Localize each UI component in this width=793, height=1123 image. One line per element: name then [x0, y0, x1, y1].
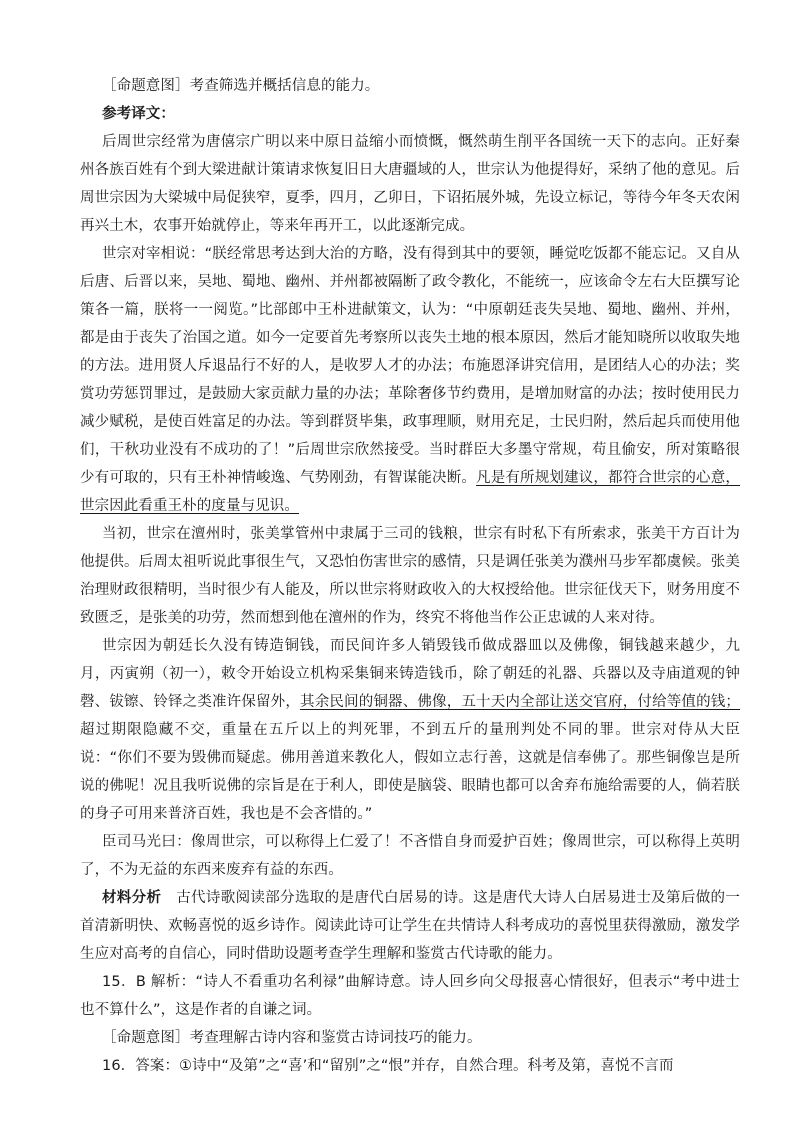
- material-text: 古代诗歌阅读部分选取的是唐代白居易的诗。这是唐代大诗人白居易进士及第后做的一首清新明快、欢畅喜悦的返乡诗作。阅读此诗可让学生在共情诗人科考成功的喜悦里获得激励，激发学生应对高考的自信心，同时借助设题考查学生理解和鉴赏古代诗歌的能力。: [80, 890, 740, 962]
- underlined-sentence: 凡是有所规划建议，都符合世宗的心意，世宗因此看重王朴的度量与见识。: [80, 470, 740, 514]
- paragraph-sima-guang: 臣司马光曰：像周世宗，可以称得上仁爱了！不吝惜自身而爱护百姓；像周世宗，可以称得上英明了，不为无益的东西来废弃有益的东西。: [80, 834, 740, 878]
- intent-text: 考查筛选并概括信息的能力。: [189, 78, 380, 94]
- underlined-sentence: 其余民间的铜器、佛像，五十天内全部让送交官府，付给等值的钱；: [300, 694, 741, 710]
- translation-heading: 参考译文：: [102, 106, 175, 122]
- intent-note-2: [102, 1024, 740, 1052]
- paragraph-text: 超过期限隐藏不交，重量在五斤以上的判死罪，不到五斤的量刑判处不同的罪。世宗对侍从大臣说：“你们不要为毁佛而疑虑。佛用善道来教化人，假如立志行善，这就是信奉佛了。那些铜像岂是所说的佛呢！况且我听说佛的宗旨是在于利人，即使是脑袋、眼睛也都可以舍弃布施给需要的人，倘若朕的身子可用来普济百姓，我也是不会吝惜的。”: [80, 722, 740, 822]
- paragraph-wang-pu-policy: [80, 240, 740, 520]
- paragraph-text: 世宗对宰相说：“朕经常思考达到大治的方略，没有得到其中的要领，睡觉吃饭都不能忘记。又自从后唐、后晋以来，吴地、蜀地、幽州、并州都被隔断了政令教化，不能统一，应该命令左右大臣撰写论策各一篇，朕将一一阅览。”比部郎中王朴进献策文，认为：“中原朝廷丧失吴地、蜀地、幽州、并州，都是由于丧失了治国之道。如今一定要首先考察所以丧失土地的根本原因，然后才能知晓所以收取失地的方法。进用贤人斥退品行不好的人，是收罗人才的办法；布施恩泽讲究信用，是团结人心的办法；奖赏功劳惩罚罪过，是鼓励大家贡献力量的办法；革除奢侈节约费用，是增加财富的办法；按时使用民力减少赋税，是使百姓富足的办法。等到群贤毕集，政事理顺，财用充足，士民归附，然后起兵而使用他们，干秋功业没有不成功的了！”后周世宗欣然接受。当时群臣大多墨守常规，苟且偷安，所对策略很少有可取的，只有王朴神情峻逸、气势刚劲，有智谋能决断。: [80, 246, 740, 486]
- intent-note-1: [102, 72, 740, 100]
- paragraph-shizong-ambition: 后周世宗经常为唐僖宗广明以来中原日益缩小而愤慨，慨然萌生削平各国统一天下的志向。正好秦州各族百姓有个到大梁进献计策请求恢复旧日大唐疆域的人，世宗认为他提得好，采纳了他的意见。后周世宗因为大梁城中局促狭窄，夏季，四月，乙卯日，下诏拓展外城，先设立标记，等待今年冬天农闲再兴土木，农事开始就停止，等来年再开工，以此逐渐完成。: [80, 134, 740, 234]
- paragraph-zhang-mei: 当初，世宗在澶州时，张美掌管州中隶属于三司的钱粮，世宗有时私下有所索求，张美干方百计为他提供。后周太祖听说此事很生气，又恐怕伤害世宗的感情，只是调任张美为濮州马步军都虞候。张美治理财政很精明，当时很少有人能及，所以世宗将财政收入的大权授给他。世宗征伐天下，财务用度不致匮乏，是张美的功劳，然而想到他在澶州的作为，终究不将他当作公正忠诚的人来对待。: [80, 526, 740, 626]
- intent-tag: ［命题意图］: [102, 1030, 190, 1046]
- intent-tag: ［命题意图］: [102, 78, 190, 94]
- intent-text: 考查理解古诗内容和鉴赏古诗词技巧的能力。: [189, 1030, 482, 1046]
- answer-15: 15．B 解析：“诗人不看重功名利禄”曲解诗意。诗人回乡向父母报喜心情很好，但表示“考中进士也不算什么”，这是作者的自谦之词。: [80, 974, 740, 1018]
- material-label: 材料分析: [102, 890, 162, 906]
- paragraph-text: 世宗因为朝廷长久没有铸造铜钱，而民间许多人销毁钱币做成器皿以及佛像，铜钱越来越少，九月，丙寅朔（初一），敕令开始设立机构采集铜来铸造钱币，除了朝廷的礼器、兵器以及寺庙道观的钟磬、钹镲、铃铎之类准许保留外，: [80, 638, 740, 710]
- paragraph-copper-coins: [80, 632, 740, 828]
- material-analysis: [80, 884, 740, 968]
- answer-16: 16．答案：①诗中“及第”之“喜’和“留别”之“恨”并存，自然合理。科考及第，喜悦不言而: [102, 1058, 674, 1074]
